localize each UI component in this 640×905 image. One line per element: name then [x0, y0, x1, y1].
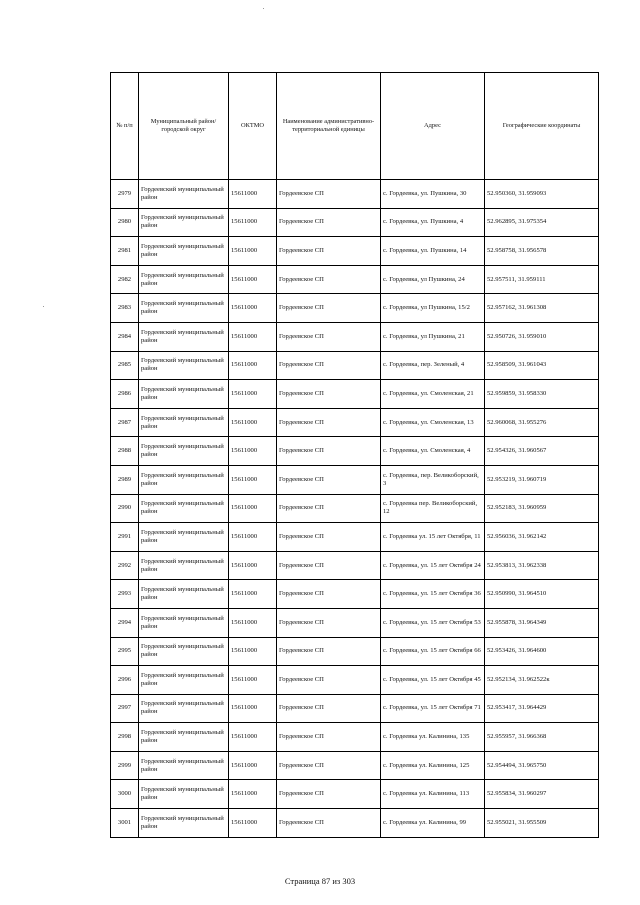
cell-oktmo: 15611000: [229, 551, 277, 580]
cell-address: с. Гордеевка ул. Калинина, 125: [381, 751, 485, 780]
cell-coords: 52.958509, 31.961043: [485, 351, 599, 380]
cell-oktmo: 15611000: [229, 523, 277, 552]
cell-district: Гордеевский муниципальный район: [139, 523, 229, 552]
cell-num: 2997: [111, 694, 139, 723]
cell-unit: Гордеевское СП: [277, 494, 381, 523]
cell-num: 3001: [111, 809, 139, 838]
cell-coords: 52.959859, 31.958330: [485, 380, 599, 409]
cell-unit: Гордеевское СП: [277, 751, 381, 780]
cell-oktmo: 15611000: [229, 666, 277, 695]
cell-oktmo: 15611000: [229, 351, 277, 380]
cell-oktmo: 15611000: [229, 465, 277, 494]
table-header: [111, 73, 599, 180]
cell-oktmo: 15611000: [229, 723, 277, 752]
cell-oktmo: 15611000: [229, 637, 277, 666]
cell-district: Гордеевский муниципальный район: [139, 208, 229, 237]
cell-unit: Гордеевское СП: [277, 380, 381, 409]
cell-district: Гордеевский муниципальный район: [139, 322, 229, 351]
cell-oktmo: 15611000: [229, 780, 277, 809]
table-row: [111, 723, 599, 752]
cell-num: 2993: [111, 580, 139, 609]
cell-district: Гордеевский муниципальный район: [139, 437, 229, 466]
cell-district: Гордеевский муниципальный район: [139, 294, 229, 323]
table-row: [111, 208, 599, 237]
cell-coords: 52.955834, 31.960297: [485, 780, 599, 809]
cell-oktmo: 15611000: [229, 180, 277, 209]
header-row: [111, 73, 599, 180]
cell-unit: Гордеевское СП: [277, 351, 381, 380]
cell-oktmo: 15611000: [229, 580, 277, 609]
cell-address: с. Гордеевка, ул Пушкина, 21: [381, 322, 485, 351]
cell-coords: 52.955878, 31.964349: [485, 608, 599, 637]
cell-unit: Гордеевское СП: [277, 322, 381, 351]
cell-unit: Гордеевское СП: [277, 180, 381, 209]
table-row: [111, 780, 599, 809]
table-row: [111, 580, 599, 609]
cell-unit: Гордеевское СП: [277, 237, 381, 266]
table-row: [111, 351, 599, 380]
table-row: [111, 465, 599, 494]
cell-coords: 52.960068, 31.955276: [485, 408, 599, 437]
cell-address: с. Гордеевка, ул. 15 лет Октября 66: [381, 637, 485, 666]
table-row: [111, 237, 599, 266]
cell-oktmo: 15611000: [229, 751, 277, 780]
table-row: [111, 408, 599, 437]
cell-num: 2998: [111, 723, 139, 752]
cell-address: с. Гордеевка ул. Калинина, 113: [381, 780, 485, 809]
table-row: [111, 180, 599, 209]
scan-speck: [263, 8, 264, 9]
cell-oktmo: 15611000: [229, 208, 277, 237]
table-row: [111, 294, 599, 323]
cell-coords: 52.958758, 31.956578: [485, 237, 599, 266]
cell-district: Гордеевский муниципальный район: [139, 809, 229, 838]
cell-oktmo: 15611000: [229, 322, 277, 351]
cell-coords: 52.950990, 31.964510: [485, 580, 599, 609]
cell-num: 2979: [111, 180, 139, 209]
cell-oktmo: 15611000: [229, 608, 277, 637]
cell-district: Гордеевский муниципальный район: [139, 694, 229, 723]
cell-district: Гордеевский муниципальный район: [139, 465, 229, 494]
cell-unit: Гордеевское СП: [277, 809, 381, 838]
header-district: Муниципальный район/городской округ: [139, 73, 229, 180]
cell-num: 2991: [111, 523, 139, 552]
cell-num: 2980: [111, 208, 139, 237]
table-row: [111, 809, 599, 838]
table-row: [111, 322, 599, 351]
cell-num: 2983: [111, 294, 139, 323]
cell-oktmo: 15611000: [229, 809, 277, 838]
cell-address: с. Гордеевка, ул. 15 лет Октября 24: [381, 551, 485, 580]
cell-unit: Гордеевское СП: [277, 437, 381, 466]
cell-address: с. Гордеевка, ул. 15 лет Октября 71: [381, 694, 485, 723]
header-address: Адрес: [381, 73, 485, 180]
cell-unit: Гордеевское СП: [277, 608, 381, 637]
cell-address: с. Гордеевка, ул. Пушкина, 30: [381, 180, 485, 209]
cell-num: 2987: [111, 408, 139, 437]
header-unit: Наименование административно-территориальной единицы: [277, 73, 381, 180]
cell-unit: Гордеевское СП: [277, 637, 381, 666]
table-row: [111, 437, 599, 466]
cell-unit: Гордеевское СП: [277, 580, 381, 609]
table-row: [111, 265, 599, 294]
cell-district: Гордеевский муниципальный район: [139, 380, 229, 409]
cell-oktmo: 15611000: [229, 237, 277, 266]
cell-num: 2992: [111, 551, 139, 580]
cell-district: Гордеевский муниципальный район: [139, 608, 229, 637]
cell-unit: Гордеевское СП: [277, 265, 381, 294]
cell-oktmo: 15611000: [229, 380, 277, 409]
header-num: № п/п: [111, 73, 139, 180]
table-row: [111, 666, 599, 695]
cell-district: Гордеевский муниципальный район: [139, 494, 229, 523]
cell-unit: Гордеевское СП: [277, 551, 381, 580]
cell-num: 2994: [111, 608, 139, 637]
cell-num: 2990: [111, 494, 139, 523]
cell-coords: 52.953426, 31.964600: [485, 637, 599, 666]
cell-oktmo: 15611000: [229, 294, 277, 323]
cell-district: Гордеевский муниципальный район: [139, 780, 229, 809]
cell-oktmo: 15611000: [229, 694, 277, 723]
cell-coords: 52.953813, 31.962338: [485, 551, 599, 580]
cell-unit: Гордеевское СП: [277, 408, 381, 437]
cell-district: Гордеевский муниципальный район: [139, 751, 229, 780]
cell-coords: 52.952134, 31.962522к: [485, 666, 599, 695]
cell-address: с. Гордеевка, ул. 15 лет Октября 53: [381, 608, 485, 637]
cell-coords: 52.954494, 31.965750: [485, 751, 599, 780]
cell-num: 2985: [111, 351, 139, 380]
cell-address: с. Гордеевка, ул. Пушкина, 4: [381, 208, 485, 237]
cell-coords: 52.957162, 31.961308: [485, 294, 599, 323]
cell-coords: 52.952183, 31.960959: [485, 494, 599, 523]
cell-unit: Гордеевское СП: [277, 465, 381, 494]
cell-address: с. Гордеевка, ул. 15 лет Октября 36: [381, 580, 485, 609]
cell-unit: Гордеевское СП: [277, 666, 381, 695]
cell-address: с. Гордеевка, ул Пушкина, 24: [381, 265, 485, 294]
table-row: [111, 551, 599, 580]
cell-address: с. Гордеевка, ул Пушкина, 15/2: [381, 294, 485, 323]
cell-coords: 52.957511, 31.959111: [485, 265, 599, 294]
cell-district: Гордеевский муниципальный район: [139, 408, 229, 437]
scan-speck: [43, 306, 44, 307]
cell-district: Гордеевский муниципальный район: [139, 551, 229, 580]
cell-unit: Гордеевское СП: [277, 294, 381, 323]
cell-unit: Гордеевское СП: [277, 208, 381, 237]
cell-unit: Гордеевское СП: [277, 694, 381, 723]
cell-num: 2989: [111, 465, 139, 494]
cell-district: Гордеевский муниципальный район: [139, 580, 229, 609]
page-number: Страница 87 из 303: [284, 876, 356, 886]
cell-address: с. Гордеевка пер. Великоборский, 12: [381, 494, 485, 523]
cell-coords: 52.955021, 31.955509: [485, 809, 599, 838]
table-row: [111, 608, 599, 637]
cell-num: 2986: [111, 380, 139, 409]
cell-coords: 52.955957, 31.966368: [485, 723, 599, 752]
table-row: [111, 523, 599, 552]
table-row: [111, 380, 599, 409]
cell-unit: Гордеевское СП: [277, 523, 381, 552]
cell-district: Гордеевский муниципальный район: [139, 237, 229, 266]
table-row: [111, 694, 599, 723]
cell-oktmo: 15611000: [229, 494, 277, 523]
cell-oktmo: 15611000: [229, 265, 277, 294]
cell-district: Гордеевский муниципальный район: [139, 637, 229, 666]
cell-num: 2988: [111, 437, 139, 466]
cell-unit: Гордеевское СП: [277, 723, 381, 752]
table-body: [111, 180, 599, 838]
cell-address: с. Гордеевка, ул. 15 лет Октября 45: [381, 666, 485, 695]
cell-oktmo: 15611000: [229, 408, 277, 437]
cell-coords: 52.953219, 31.960719: [485, 465, 599, 494]
cell-address: с. Гордеевка ул. Калинина, 135: [381, 723, 485, 752]
cell-district: Гордеевский муниципальный район: [139, 723, 229, 752]
cell-district: Гордеевский муниципальный район: [139, 666, 229, 695]
cell-num: 2984: [111, 322, 139, 351]
cell-num: 2982: [111, 265, 139, 294]
cell-coords: 52.962895, 31.975354: [485, 208, 599, 237]
cell-coords: 52.950726, 31.959010: [485, 322, 599, 351]
cell-district: Гордеевский муниципальный район: [139, 351, 229, 380]
cell-address: с. Гордеевка, пер. Великоборский, 3: [381, 465, 485, 494]
cell-district: Гордеевский муниципальный район: [139, 265, 229, 294]
cell-coords: 52.956036, 31.962142: [485, 523, 599, 552]
header-coords: Географические координаты: [485, 73, 599, 180]
cell-address: с. Гордеевка, ул. Смоленская, 21: [381, 380, 485, 409]
cell-coords: 52.954326, 31.960567: [485, 437, 599, 466]
cell-num: 2995: [111, 637, 139, 666]
cell-num: 3000: [111, 780, 139, 809]
cell-unit: Гордеевское СП: [277, 780, 381, 809]
address-table: [110, 72, 599, 838]
cell-address: с. Гордеевка ул. Калинина, 99: [381, 809, 485, 838]
cell-address: с. Гордеевка, ул. Пушкина, 14: [381, 237, 485, 266]
cell-district: Гордеевский муниципальный район: [139, 180, 229, 209]
cell-coords: 52.950360, 31.959093: [485, 180, 599, 209]
table-row: [111, 637, 599, 666]
header-oktmo: ОКТМО: [229, 73, 277, 180]
cell-num: 2981: [111, 237, 139, 266]
cell-coords: 52.953417, 31.964429: [485, 694, 599, 723]
cell-address: с. Гордеевка, пер. Зеленый, 4: [381, 351, 485, 380]
cell-address: с. Гордеевка, ул. Смоленская, 4: [381, 437, 485, 466]
cell-num: 2996: [111, 666, 139, 695]
table-row: [111, 494, 599, 523]
table-row: [111, 751, 599, 780]
cell-address: с. Гордеевка, ул. Смоленская, 13: [381, 408, 485, 437]
cell-address: с. Гордеевка ул. 15 лет Октября, 11: [381, 523, 485, 552]
cell-num: 2999: [111, 751, 139, 780]
cell-oktmo: 15611000: [229, 437, 277, 466]
